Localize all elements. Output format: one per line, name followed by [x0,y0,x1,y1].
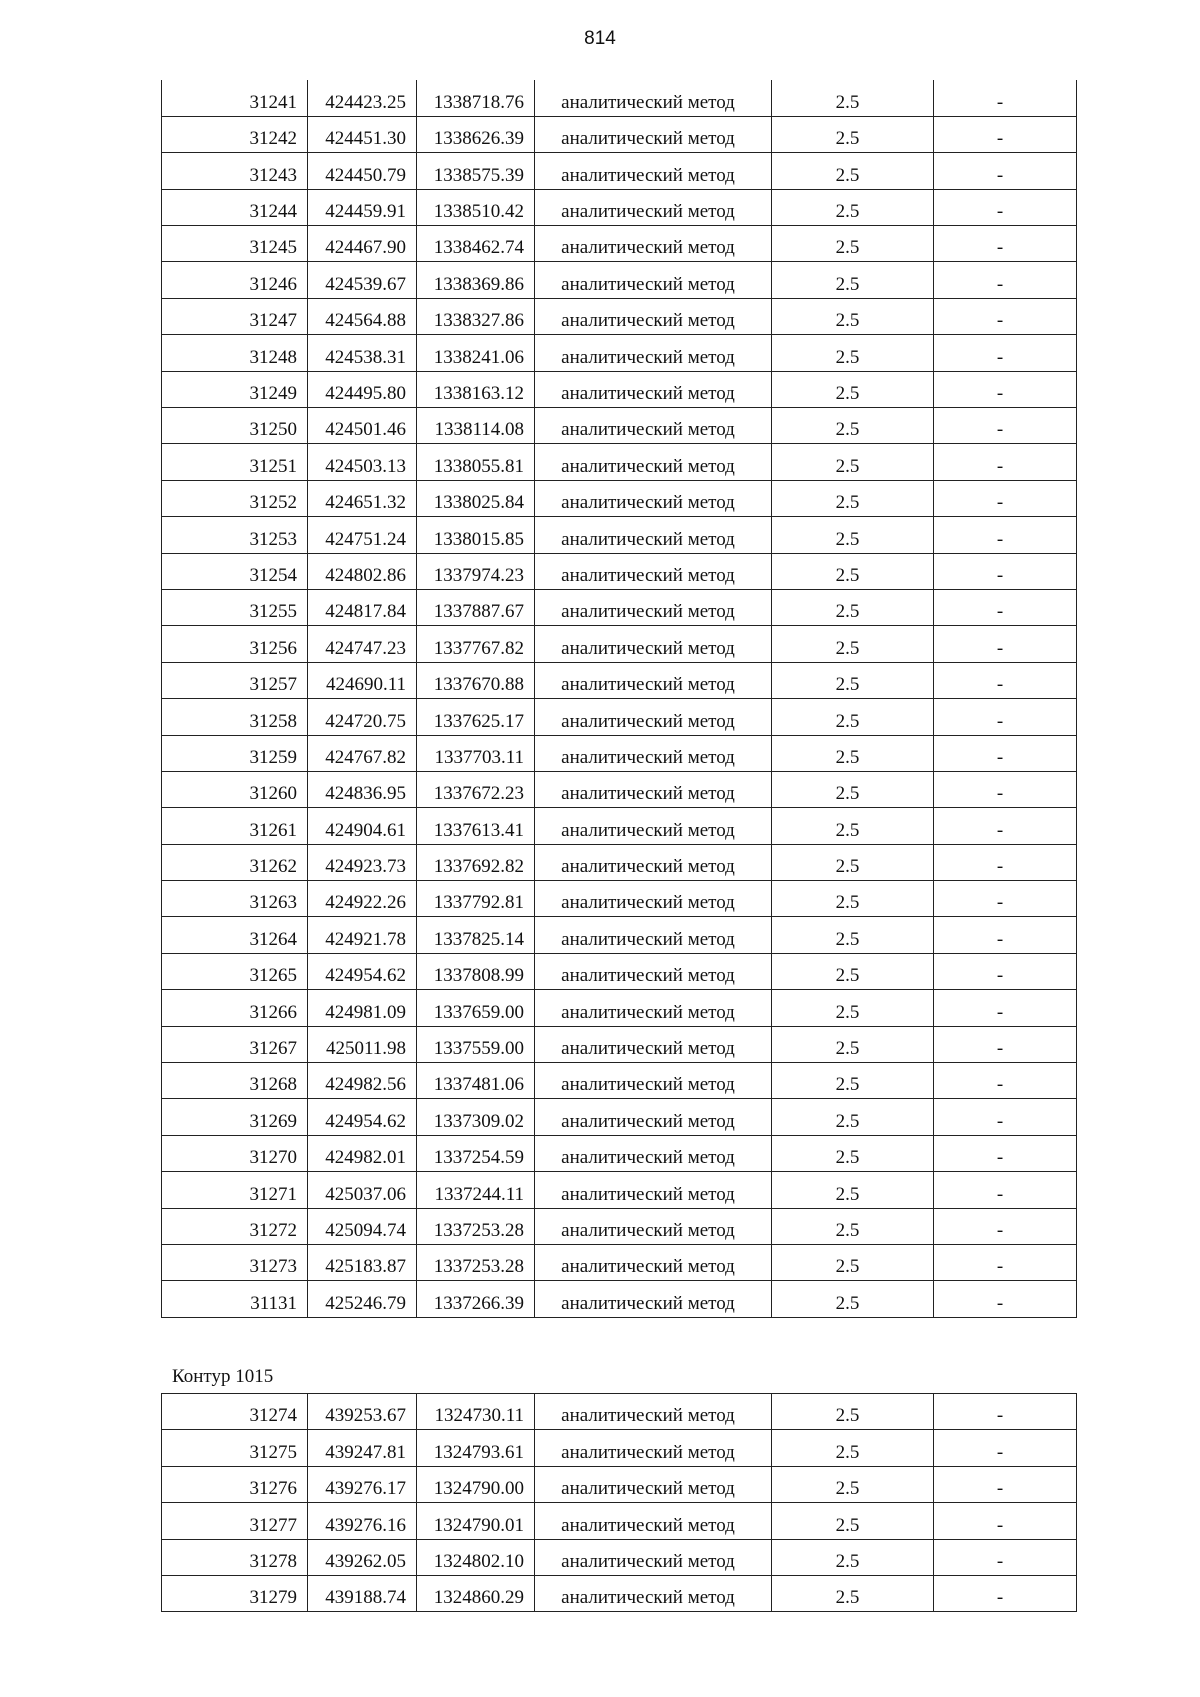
y-coordinate-cell: 1324730.11 [417,1394,535,1430]
note-cell: - [934,699,1077,735]
accuracy-cell: 2.5 [772,662,934,698]
accuracy-cell: 2.5 [772,1539,934,1575]
contour-coordinates-table-body [162,1394,1077,1612]
method-cell: аналитический метод [535,153,772,189]
x-coordinate-cell: 424564.88 [308,298,417,334]
note-cell: - [934,1394,1077,1430]
x-coordinate-cell: 424981.09 [308,990,417,1026]
point-number-cell: 31273 [162,1245,308,1281]
x-coordinate-cell: 424767.82 [308,735,417,771]
method-cell: аналитический метод [535,1135,772,1171]
method-cell: аналитический метод [535,1503,772,1539]
table-row [162,1099,1077,1135]
note-cell: - [934,1466,1077,1502]
y-coordinate-cell: 1337825.14 [417,917,535,953]
point-number-cell: 31270 [162,1135,308,1171]
x-coordinate-cell: 424503.13 [308,444,417,480]
method-cell: аналитический метод [535,335,772,371]
y-coordinate-cell: 1338055.81 [417,444,535,480]
table-row [162,990,1077,1026]
method-cell: аналитический метод [535,298,772,334]
table-row [162,1135,1077,1171]
x-coordinate-cell: 424751.24 [308,517,417,553]
y-coordinate-cell: 1337253.28 [417,1208,535,1244]
point-number-cell: 31266 [162,990,308,1026]
x-coordinate-cell: 425011.98 [308,1026,417,1062]
accuracy-cell: 2.5 [772,771,934,807]
table-row [162,735,1077,771]
table-row [162,298,1077,334]
y-coordinate-cell: 1337559.00 [417,1026,535,1062]
note-cell: - [934,1208,1077,1244]
x-coordinate-cell: 439262.05 [308,1539,417,1575]
x-coordinate-cell: 439253.67 [308,1394,417,1430]
note-cell: - [934,589,1077,625]
point-number-cell: 31262 [162,844,308,880]
table-row [162,881,1077,917]
point-number-cell: 31254 [162,553,308,589]
method-cell: аналитический метод [535,771,772,807]
method-cell: аналитический метод [535,1281,772,1317]
table-row [162,335,1077,371]
x-coordinate-cell: 439247.81 [308,1430,417,1466]
accuracy-cell: 2.5 [772,808,934,844]
note-cell: - [934,153,1077,189]
x-coordinate-cell: 424467.90 [308,226,417,262]
method-cell: аналитический метод [535,990,772,1026]
accuracy-cell: 2.5 [772,1575,934,1611]
table-row [162,1063,1077,1099]
x-coordinate-cell: 424904.61 [308,808,417,844]
method-cell: аналитический метод [535,371,772,407]
table-row [162,844,1077,880]
point-number-cell: 31250 [162,408,308,444]
accuracy-cell: 2.5 [772,553,934,589]
table-row [162,1281,1077,1317]
y-coordinate-cell: 1337266.39 [417,1281,535,1317]
y-coordinate-cell: 1337613.41 [417,808,535,844]
method-cell: аналитический метод [535,116,772,152]
method-cell: аналитический метод [535,881,772,917]
point-number-cell: 31279 [162,1575,308,1611]
method-cell: аналитический метод [535,1063,772,1099]
x-coordinate-cell: 424451.30 [308,116,417,152]
accuracy-cell: 2.5 [772,1172,934,1208]
y-coordinate-cell: 1337692.82 [417,844,535,880]
x-coordinate-cell: 424501.46 [308,408,417,444]
accuracy-cell: 2.5 [772,1430,934,1466]
point-number-cell: 31267 [162,1026,308,1062]
table-row [162,1394,1077,1430]
accuracy-cell: 2.5 [772,1281,934,1317]
method-cell: аналитический метод [535,480,772,516]
note-cell: - [934,990,1077,1026]
note-cell: - [934,1099,1077,1135]
accuracy-cell: 2.5 [772,1099,934,1135]
y-coordinate-cell: 1338114.08 [417,408,535,444]
point-number-cell: 31277 [162,1503,308,1539]
note-cell: - [934,626,1077,662]
accuracy-cell: 2.5 [772,917,934,953]
note-cell: - [934,189,1077,225]
accuracy-cell: 2.5 [772,480,934,516]
note-cell: - [934,1281,1077,1317]
coordinates-table-body [162,80,1077,1317]
accuracy-cell: 2.5 [772,953,934,989]
y-coordinate-cell: 1338327.86 [417,298,535,334]
method-cell: аналитический метод [535,953,772,989]
method-cell: аналитический метод [535,589,772,625]
accuracy-cell: 2.5 [772,1063,934,1099]
note-cell: - [934,80,1077,116]
x-coordinate-cell: 424982.01 [308,1135,417,1171]
point-number-cell: 31265 [162,953,308,989]
point-number-cell: 31242 [162,116,308,152]
method-cell: аналитический метод [535,1208,772,1244]
contour-label: Контур 1015 [172,1366,274,1387]
x-coordinate-cell: 424651.32 [308,480,417,516]
point-number-cell: 31243 [162,153,308,189]
accuracy-cell: 2.5 [772,990,934,1026]
table-row [162,517,1077,553]
accuracy-cell: 2.5 [772,80,934,116]
accuracy-cell: 2.5 [772,226,934,262]
y-coordinate-cell: 1337808.99 [417,953,535,989]
accuracy-cell: 2.5 [772,371,934,407]
y-coordinate-cell: 1338241.06 [417,335,535,371]
method-cell: аналитический метод [535,1245,772,1281]
x-coordinate-cell: 424459.91 [308,189,417,225]
x-coordinate-cell: 424922.26 [308,881,417,917]
accuracy-cell: 2.5 [772,116,934,152]
x-coordinate-cell: 424690.11 [308,662,417,698]
note-cell: - [934,298,1077,334]
note-cell: - [934,553,1077,589]
point-number-cell: 31278 [162,1539,308,1575]
y-coordinate-cell: 1337481.06 [417,1063,535,1099]
table-row [162,771,1077,807]
x-coordinate-cell: 424817.84 [308,589,417,625]
point-number-cell: 31264 [162,917,308,953]
point-number-cell: 31263 [162,881,308,917]
y-coordinate-cell: 1337974.23 [417,553,535,589]
y-coordinate-cell: 1338462.74 [417,226,535,262]
point-number-cell: 31253 [162,517,308,553]
x-coordinate-cell: 424802.86 [308,553,417,589]
y-coordinate-cell: 1337309.02 [417,1099,535,1135]
method-cell: аналитический метод [535,626,772,662]
table-row [162,917,1077,953]
note-cell: - [934,844,1077,880]
method-cell: аналитический метод [535,662,772,698]
table-row [162,408,1077,444]
table-row [162,80,1077,116]
x-coordinate-cell: 424720.75 [308,699,417,735]
method-cell: аналитический метод [535,1026,772,1062]
y-coordinate-cell: 1338510.42 [417,189,535,225]
accuracy-cell: 2.5 [772,298,934,334]
y-coordinate-cell: 1337887.67 [417,589,535,625]
table-row [162,626,1077,662]
x-coordinate-cell: 424450.79 [308,153,417,189]
x-coordinate-cell: 439188.74 [308,1575,417,1611]
table-row [162,1539,1077,1575]
method-cell: аналитический метод [535,1394,772,1430]
coordinates-table [161,80,1077,1318]
point-number-cell: 31245 [162,226,308,262]
table-row [162,444,1077,480]
method-cell: аналитический метод [535,226,772,262]
method-cell: аналитический метод [535,80,772,116]
table-row [162,480,1077,516]
x-coordinate-cell: 424954.62 [308,953,417,989]
note-cell: - [934,444,1077,480]
point-number-cell: 31276 [162,1466,308,1502]
table-row [162,808,1077,844]
table-row [162,1172,1077,1208]
x-coordinate-cell: 424495.80 [308,371,417,407]
x-coordinate-cell: 425094.74 [308,1208,417,1244]
y-coordinate-cell: 1337672.23 [417,771,535,807]
point-number-cell: 31247 [162,298,308,334]
table-row [162,153,1077,189]
accuracy-cell: 2.5 [772,517,934,553]
x-coordinate-cell: 424923.73 [308,844,417,880]
point-number-cell: 31251 [162,444,308,480]
method-cell: аналитический метод [535,1539,772,1575]
x-coordinate-cell: 424539.67 [308,262,417,298]
note-cell: - [934,226,1077,262]
point-number-cell: 31244 [162,189,308,225]
x-coordinate-cell: 424538.31 [308,335,417,371]
note-cell: - [934,881,1077,917]
y-coordinate-cell: 1324790.00 [417,1466,535,1502]
method-cell: аналитический метод [535,1466,772,1502]
point-number-cell: 31252 [162,480,308,516]
note-cell: - [934,953,1077,989]
note-cell: - [934,662,1077,698]
point-number-cell: 31260 [162,771,308,807]
y-coordinate-cell: 1337659.00 [417,990,535,1026]
note-cell: - [934,808,1077,844]
accuracy-cell: 2.5 [772,444,934,480]
table-row [162,1466,1077,1502]
method-cell: аналитический метод [535,553,772,589]
note-cell: - [934,917,1077,953]
accuracy-cell: 2.5 [772,262,934,298]
method-cell: аналитический метод [535,262,772,298]
point-number-cell: 31249 [162,371,308,407]
point-number-cell: 31248 [162,335,308,371]
note-cell: - [934,1245,1077,1281]
note-cell: - [934,262,1077,298]
point-number-cell: 31258 [162,699,308,735]
table-row [162,116,1077,152]
table-row [162,189,1077,225]
point-number-cell: 31246 [162,262,308,298]
point-number-cell: 31269 [162,1099,308,1135]
note-cell: - [934,735,1077,771]
y-coordinate-cell: 1338718.76 [417,80,535,116]
method-cell: аналитический метод [535,1099,772,1135]
table-row [162,589,1077,625]
x-coordinate-cell: 425037.06 [308,1172,417,1208]
x-coordinate-cell: 424747.23 [308,626,417,662]
y-coordinate-cell: 1337767.82 [417,626,535,662]
y-coordinate-cell: 1338163.12 [417,371,535,407]
note-cell: - [934,1575,1077,1611]
table-row [162,262,1077,298]
note-cell: - [934,1063,1077,1099]
x-coordinate-cell: 425183.87 [308,1245,417,1281]
table-row [162,1026,1077,1062]
note-cell: - [934,517,1077,553]
accuracy-cell: 2.5 [772,589,934,625]
accuracy-cell: 2.5 [772,881,934,917]
x-coordinate-cell: 424954.62 [308,1099,417,1135]
y-coordinate-cell: 1337625.17 [417,699,535,735]
table-row [162,1208,1077,1244]
note-cell: - [934,1539,1077,1575]
table-row [162,1503,1077,1539]
method-cell: аналитический метод [535,844,772,880]
x-coordinate-cell: 424423.25 [308,80,417,116]
y-coordinate-cell: 1338015.85 [417,517,535,553]
y-coordinate-cell: 1324860.29 [417,1575,535,1611]
point-number-cell: 31257 [162,662,308,698]
accuracy-cell: 2.5 [772,335,934,371]
note-cell: - [934,408,1077,444]
table-row [162,553,1077,589]
y-coordinate-cell: 1338025.84 [417,480,535,516]
page-number: 814 [584,28,616,49]
point-number-cell: 31272 [162,1208,308,1244]
method-cell: аналитический метод [535,699,772,735]
y-coordinate-cell: 1338369.86 [417,262,535,298]
method-cell: аналитический метод [535,917,772,953]
y-coordinate-cell: 1324793.61 [417,1430,535,1466]
accuracy-cell: 2.5 [772,1245,934,1281]
method-cell: аналитический метод [535,1172,772,1208]
accuracy-cell: 2.5 [772,844,934,880]
note-cell: - [934,1135,1077,1171]
y-coordinate-cell: 1337792.81 [417,881,535,917]
x-coordinate-cell: 424921.78 [308,917,417,953]
point-number-cell: 31256 [162,626,308,662]
table-row [162,953,1077,989]
x-coordinate-cell: 424836.95 [308,771,417,807]
table-row [162,371,1077,407]
y-coordinate-cell: 1337244.11 [417,1172,535,1208]
accuracy-cell: 2.5 [772,1026,934,1062]
accuracy-cell: 2.5 [772,189,934,225]
accuracy-cell: 2.5 [772,735,934,771]
method-cell: аналитический метод [535,735,772,771]
accuracy-cell: 2.5 [772,408,934,444]
table-row [162,699,1077,735]
note-cell: - [934,371,1077,407]
accuracy-cell: 2.5 [772,1208,934,1244]
y-coordinate-cell: 1324802.10 [417,1539,535,1575]
x-coordinate-cell: 424982.56 [308,1063,417,1099]
note-cell: - [934,116,1077,152]
point-number-cell: 31241 [162,80,308,116]
note-cell: - [934,1430,1077,1466]
method-cell: аналитический метод [535,189,772,225]
note-cell: - [934,1172,1077,1208]
point-number-cell: 31131 [162,1281,308,1317]
accuracy-cell: 2.5 [772,1135,934,1171]
point-number-cell: 31271 [162,1172,308,1208]
table-row [162,1245,1077,1281]
point-number-cell: 31268 [162,1063,308,1099]
table-row [162,1575,1077,1611]
y-coordinate-cell: 1337254.59 [417,1135,535,1171]
point-number-cell: 31274 [162,1394,308,1430]
point-number-cell: 31275 [162,1430,308,1466]
note-cell: - [934,335,1077,371]
table-row [162,1430,1077,1466]
accuracy-cell: 2.5 [772,699,934,735]
point-number-cell: 31261 [162,808,308,844]
x-coordinate-cell: 425246.79 [308,1281,417,1317]
accuracy-cell: 2.5 [772,1503,934,1539]
note-cell: - [934,1026,1077,1062]
y-coordinate-cell: 1338575.39 [417,153,535,189]
x-coordinate-cell: 439276.17 [308,1466,417,1502]
note-cell: - [934,771,1077,807]
note-cell: - [934,1503,1077,1539]
point-number-cell: 31259 [162,735,308,771]
x-coordinate-cell: 439276.16 [308,1503,417,1539]
method-cell: аналитический метод [535,1575,772,1611]
method-cell: аналитический метод [535,517,772,553]
method-cell: аналитический метод [535,808,772,844]
accuracy-cell: 2.5 [772,153,934,189]
accuracy-cell: 2.5 [772,626,934,662]
method-cell: аналитический метод [535,444,772,480]
accuracy-cell: 2.5 [772,1466,934,1502]
table-row [162,226,1077,262]
table-row [162,662,1077,698]
y-coordinate-cell: 1338626.39 [417,116,535,152]
y-coordinate-cell: 1337670.88 [417,662,535,698]
point-number-cell: 31255 [162,589,308,625]
y-coordinate-cell: 1324790.01 [417,1503,535,1539]
y-coordinate-cell: 1337703.11 [417,735,535,771]
contour-coordinates-table [161,1393,1077,1612]
y-coordinate-cell: 1337253.28 [417,1245,535,1281]
method-cell: аналитический метод [535,1430,772,1466]
method-cell: аналитический метод [535,408,772,444]
accuracy-cell: 2.5 [772,1394,934,1430]
note-cell: - [934,480,1077,516]
